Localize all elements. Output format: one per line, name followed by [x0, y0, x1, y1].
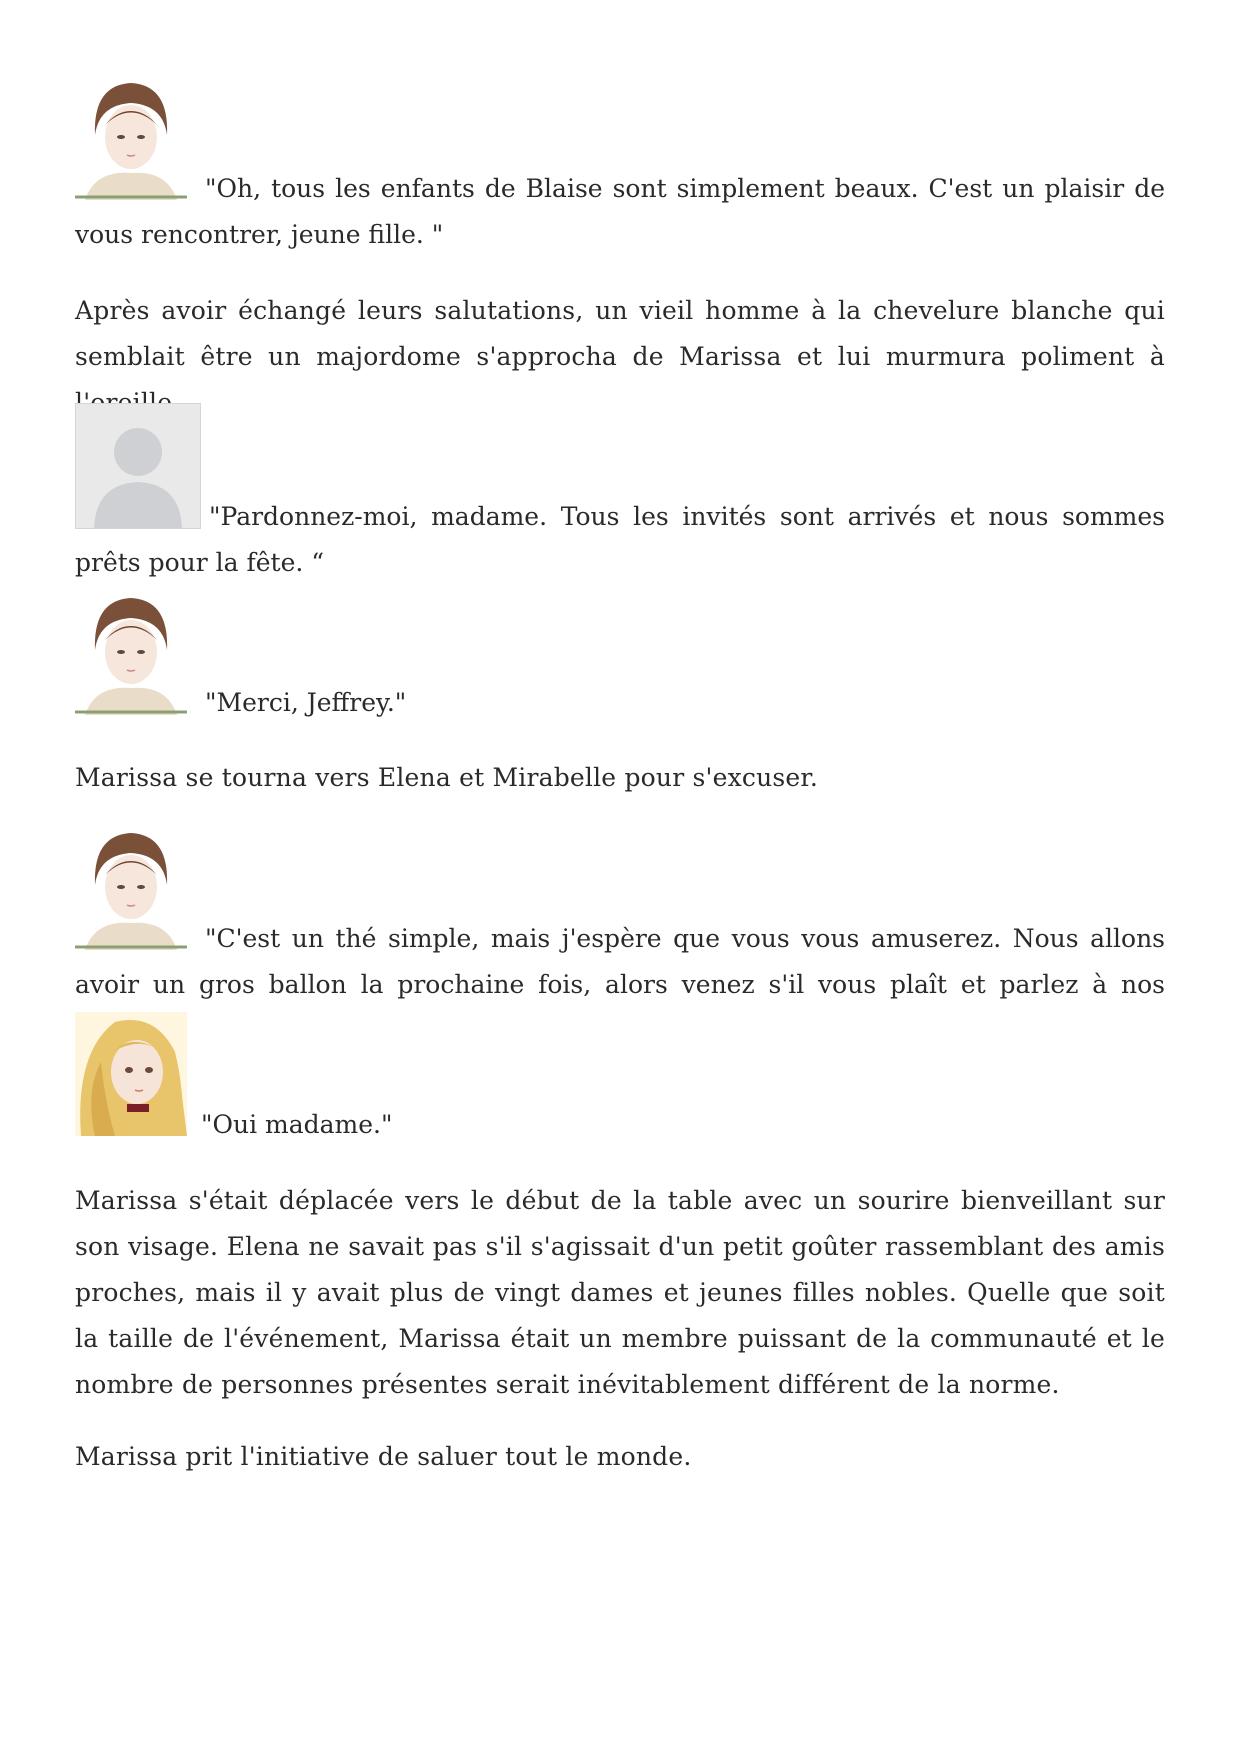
narration-paragraph-4: Marissa prit l'initiative de saluer tout le monde.	[75, 1442, 692, 1471]
dialogue-marissa-3	[75, 916, 1165, 1054]
dialogue-text: "Oui madame."	[201, 1110, 393, 1139]
narration-paragraph-3: Marissa s'était déplacée vers le début de la table avec un sourire bienveillant sur son visage. Elena ne savait pas s'il s'agissait d'un petit goûter rassemblant des amis proches, mais il y avait plus de vingt dames et jeunes filles nobles. Quelle que soit la taille de l'événement, Marissa était un membre puissant de la communauté et le nombre de personnes présentes serait inévitablement différent de la norme.	[75, 1186, 1165, 1399]
dialogue-butler	[75, 494, 1165, 586]
narration-paragraph-2: Marissa se tourna vers Elena et Mirabelle pour s'excuser.	[75, 763, 818, 792]
dialogue-text: "Pardonnez-moi, madame. Tous les invités sont arrivés et nous sommes prêts pour la fête. “	[75, 502, 1165, 577]
dialogue-text: "C'est un thé simple, mais j'espère que vous vous amuserez. Nous allons avoir un gros ballon la prochaine fois, alors venez s'il vous plaît et parlez à nos	[75, 924, 1165, 999]
dialogue-marissa-2	[75, 680, 1165, 726]
narration-paragraph-1: Après avoir échangé leurs salutations, un vieil homme à la chevelure blanche qui semblait être un majordome s'approcha de Marissa et lui murmura poliment à	[75, 296, 1165, 371]
dialogue-blonde	[75, 1102, 1165, 1148]
dialogue-text: "Merci, Jeffrey."	[205, 688, 407, 717]
dialogue-text: "Oh, tous les enfants de Blaise sont simplement beaux. C'est un plaisir de vous rencontrer, jeune fille. "	[75, 174, 1165, 249]
dialogue-marissa-1	[75, 166, 1165, 258]
